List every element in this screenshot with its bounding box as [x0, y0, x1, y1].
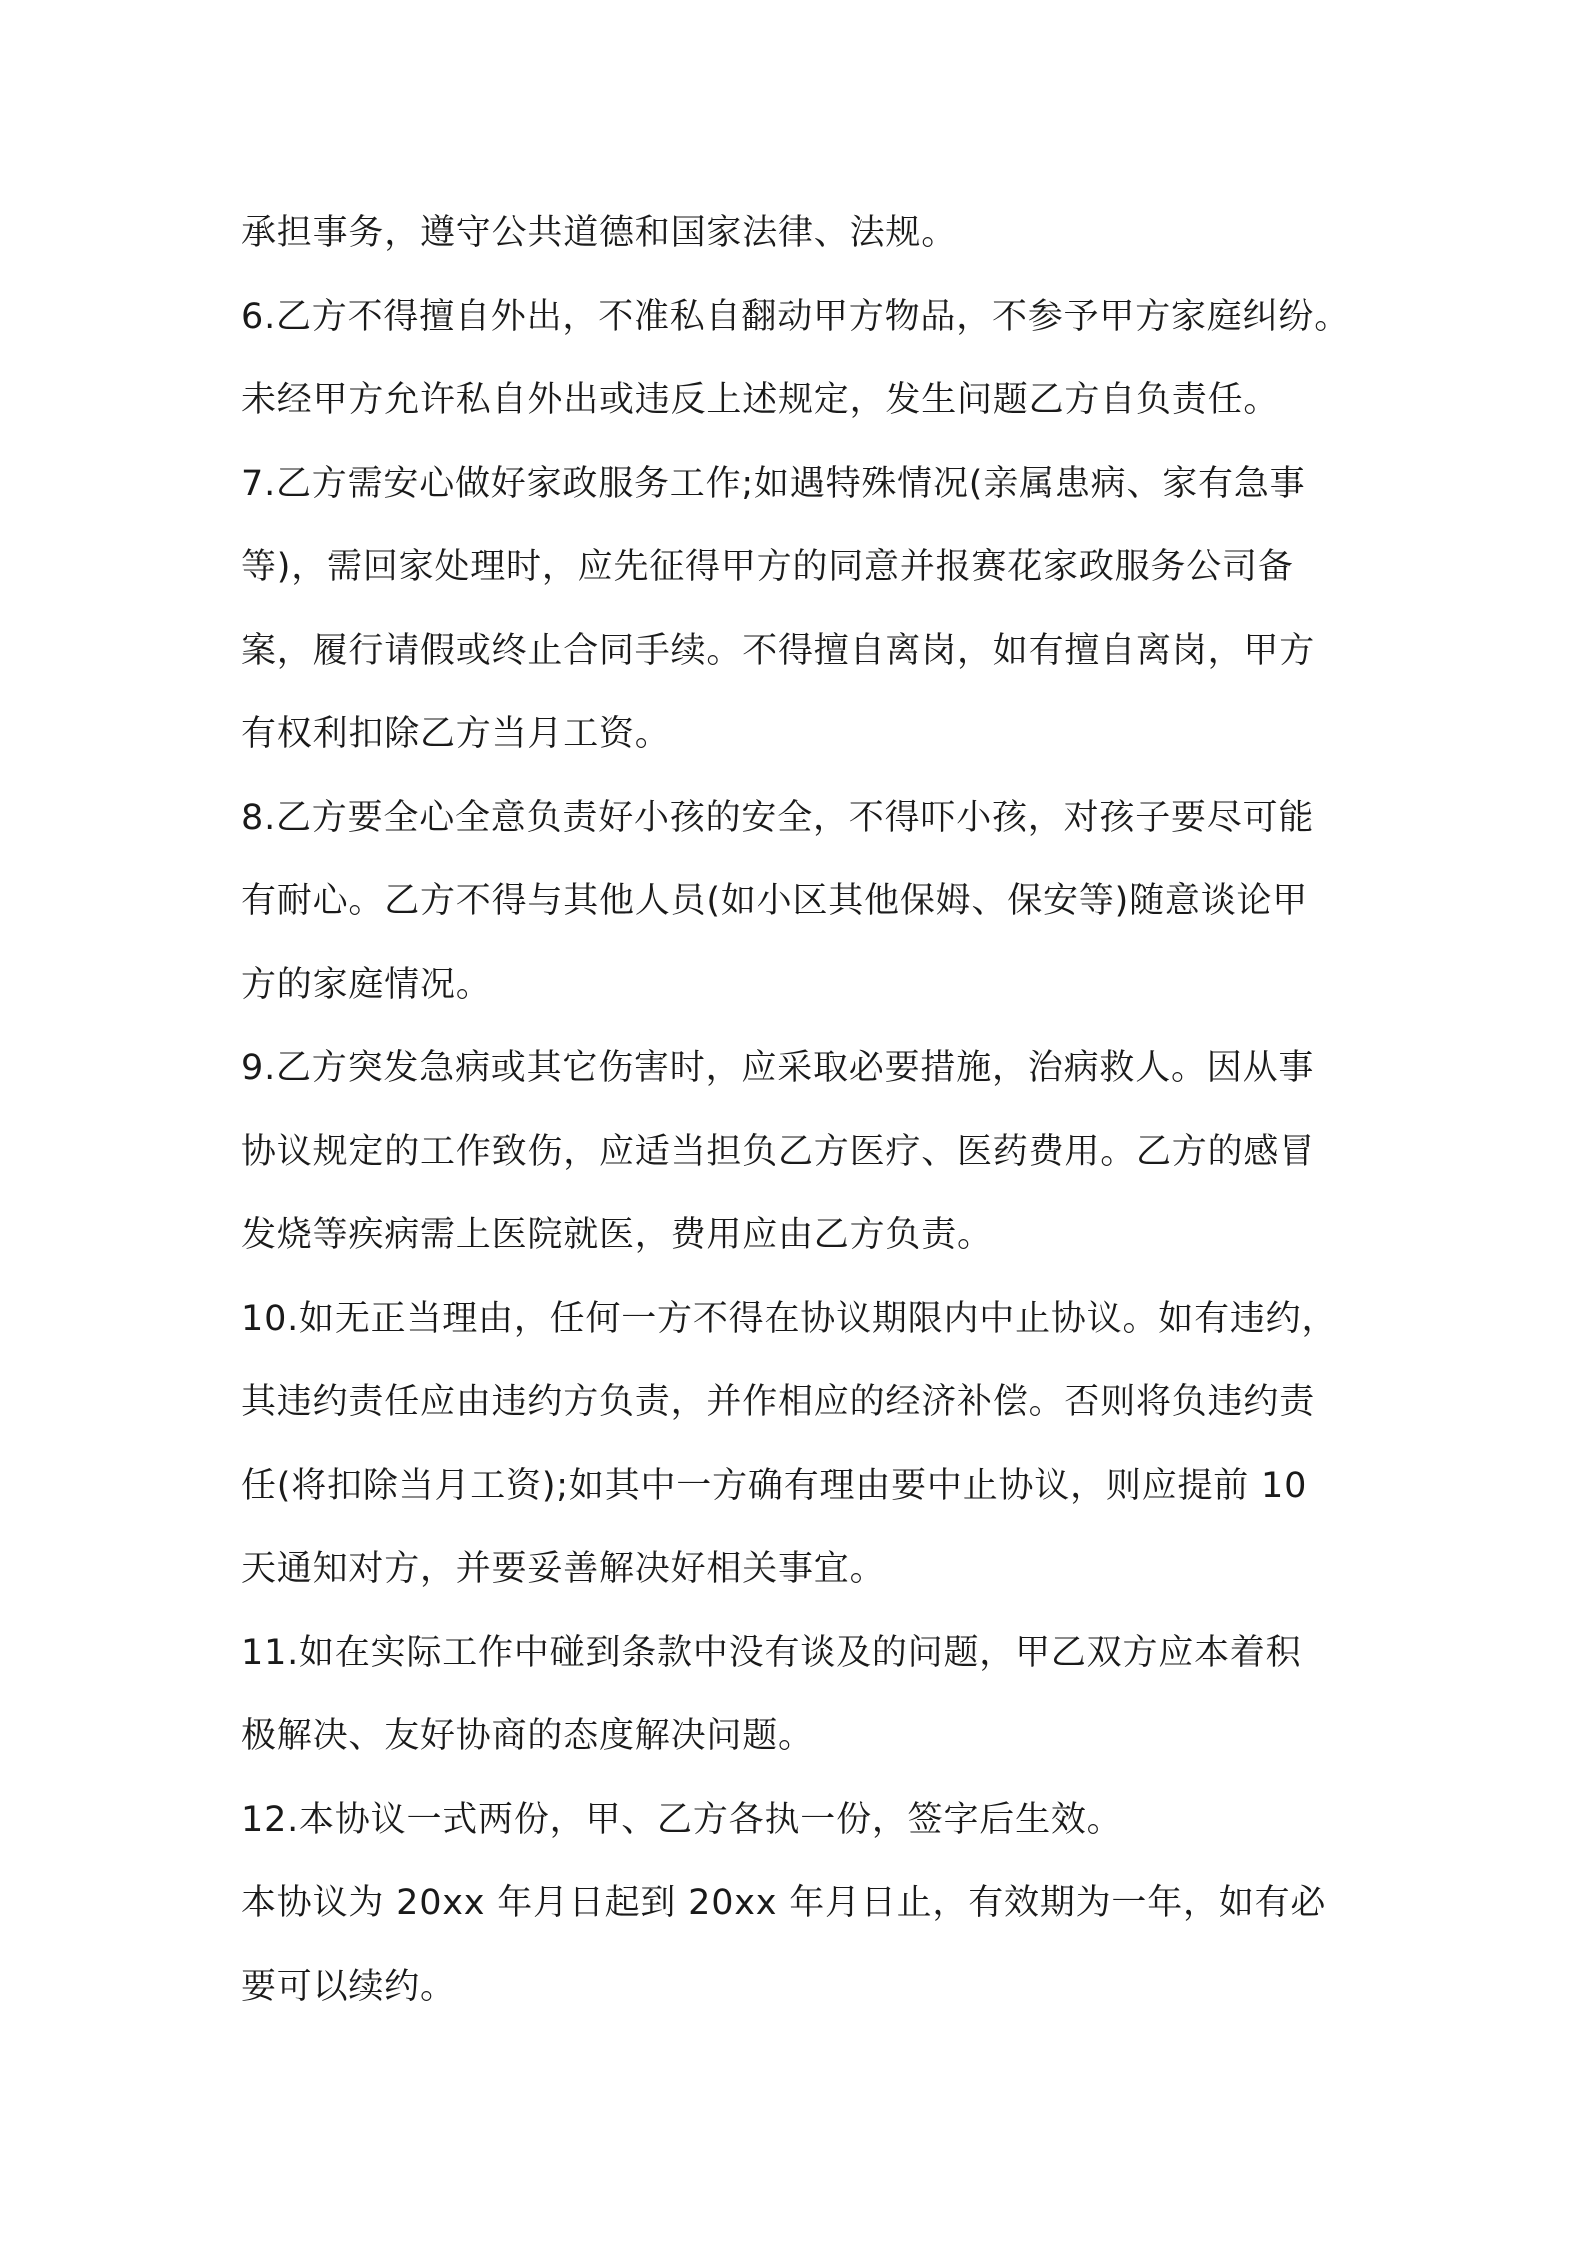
text-line: 任(将扣除当月工资);如其中一方确有理由要中止协议，则应提前 10 — [241, 1465, 1308, 1506]
text-line: 承担事务，遵守公共道德和国家法律、法规。 — [241, 213, 958, 253]
text-line: 其违约责任应由违约方负责，并作相应的经济补偿。否则将负违约责 — [241, 1382, 1316, 1422]
text-line: 极解决、友好协商的态度解决问题。 — [241, 1716, 814, 1756]
document-body — [241, 192, 1361, 2029]
text-line: 有耐心。乙方不得与其他人员(如小区其他保姆、保安等)随意谈论甲 — [241, 881, 1309, 921]
text-line: 8.乙方要全心全意负责好小孩的安全，不得吓小孩，对孩子要尽可能 — [241, 797, 1315, 838]
text-line: 12.本协议一式两份，甲、乙方各执一份，签字后生效。 — [241, 1799, 1123, 1840]
text-line: 6.乙方不得擅自外出，不准私自翻动甲方物品，不参予甲方家庭纠纷。 — [241, 296, 1350, 337]
text-line: 本协议为 20xx 年月日起到 20xx 年月日止，有效期为一年，如有必 — [241, 1883, 1327, 1923]
text-line: 要可以续约。 — [241, 1966, 456, 2007]
text-line: 等)，需回家处理时，应先征得甲方的同意并报赛花家政服务公司备 — [241, 547, 1294, 587]
text-line: 9.乙方突发急病或其它伤害时，应采取必要措施，治病救人。因从事 — [241, 1048, 1315, 1088]
text-line: 发烧等疾病需上医院就医，费用应由乙方负责。 — [241, 1215, 993, 1255]
text-line: 有权利扣除乙方当月工资。 — [241, 714, 671, 754]
text-line: 案，履行请假或终止合同手续。不得擅自离岗，如有擅自离岗，甲方 — [241, 630, 1316, 671]
text-line: 未经甲方允许私自外出或违反上述规定，发生问题乙方自负责任。 — [241, 380, 1280, 420]
text-line: 7.乙方需安心做好家政服务工作;如遇特殊情况(亲属患病、家有急事 — [241, 463, 1306, 504]
text-line: 天通知对方，并要妥善解决好相关事宜。 — [241, 1549, 886, 1589]
text-line: 方的家庭情况。 — [241, 964, 492, 1005]
text-line: 协议规定的工作致伤，应适当担负乙方医疗、医药费用。乙方的感冒 — [241, 1131, 1316, 1172]
text-line: 11.如在实际工作中碰到条款中没有谈及的问题，甲乙双方应本着积 — [241, 1632, 1302, 1673]
text-line: 10.如无正当理由，任何一方不得在协议期限内中止协议。如有违约， — [241, 1298, 1338, 1339]
